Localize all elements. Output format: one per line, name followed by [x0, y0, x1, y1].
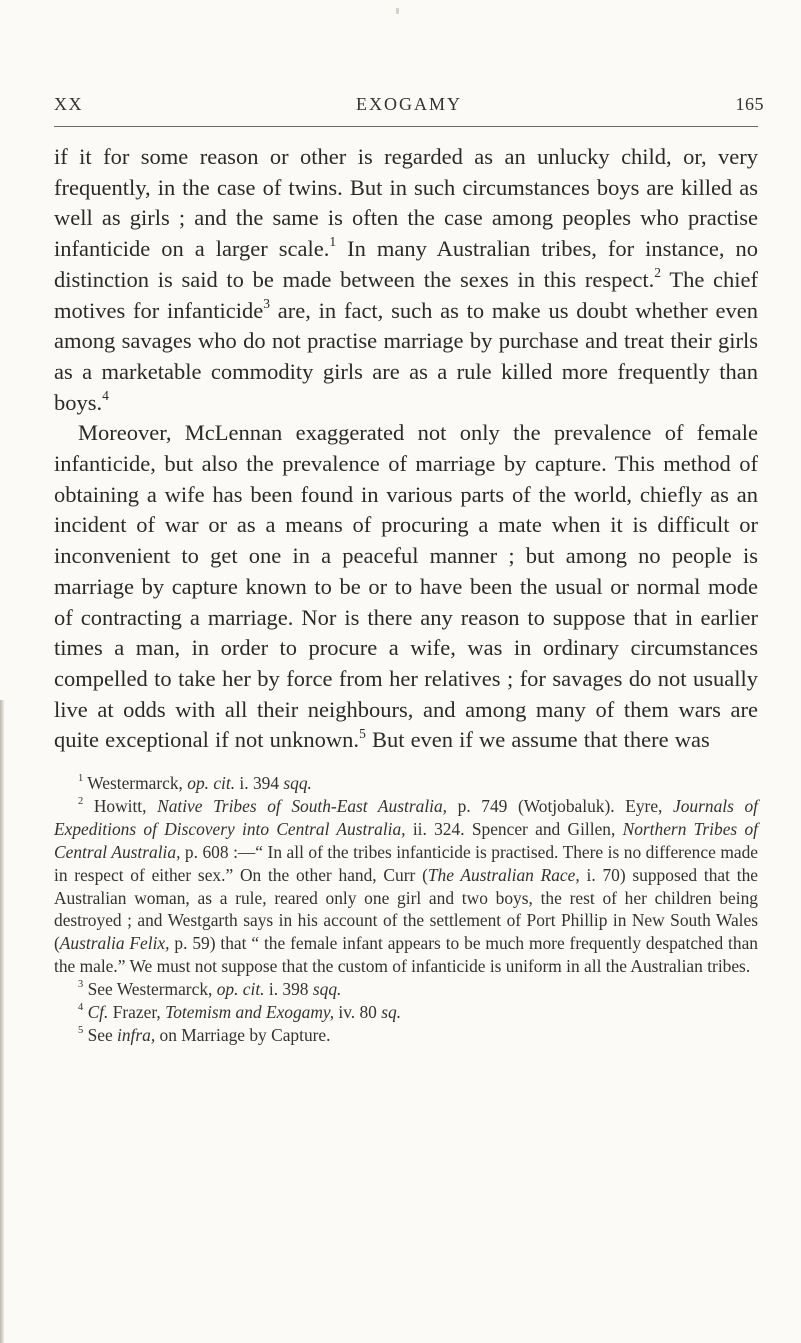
page-edge-shadow [0, 700, 4, 1343]
text-run: ii. 324. Spencer and Gillen, [405, 818, 623, 839]
footnote-ref: 5 [78, 1025, 84, 1037]
italic-text: op. cit. [187, 773, 236, 793]
text-run: See [83, 1024, 118, 1045]
italic-text: infra, [117, 1024, 156, 1045]
text-run: p. 608 :—“ In all of the tribes infanticide is practised. There is no difference made in respect of either sex.” On the other hand, Curr ( [54, 841, 758, 885]
running-header [54, 94, 764, 118]
text-run: Frazer, [108, 1002, 166, 1023]
footnote-ref: 5 [359, 725, 366, 741]
text-run: p. 59) that “ the female infant appears to be much more frequently despatched than the male.” We must not suppose that the custom of infanticide is uniform in all the Australian tribes. [54, 933, 758, 977]
text-run: i. 398 [264, 979, 313, 1000]
italic-text: Totemism and Exogamy, [165, 1002, 335, 1023]
footnote-ref: 2 [78, 796, 84, 808]
footnote-ref: 3 [263, 295, 271, 311]
italic-text: Australia Felix, [59, 933, 170, 954]
text-run: Howitt, [83, 795, 158, 816]
text-run: if it for some reason or other is regarded as an unlucky child, or, very frequently, in the case of twins. But in such circumstances boys are killed as well as girls ; and the same is often the case among peoples who practise infanticide on a larger scale. [54, 144, 758, 262]
footnote-ref: 4 [102, 387, 109, 403]
footnote-ref: 3 [78, 979, 84, 991]
paragraph [54, 142, 758, 418]
italic-text: Cf. [87, 1002, 109, 1023]
italic-text: op. cit. [216, 979, 265, 1000]
footnote-ref: 1 [329, 234, 337, 250]
text-run: In many Australian tribes, for instance, no distinction is said to be made between the sexes in this respect. [54, 236, 758, 292]
italic-text: Native Tribes of South-East Australia, [157, 795, 448, 816]
paragraph [54, 418, 758, 756]
footnote-1 [54, 772, 758, 795]
footnote-4 [54, 1001, 758, 1024]
text-run: iv. 80 [334, 1002, 382, 1023]
footnote-3 [54, 978, 758, 1001]
text-run: Westermarck, [83, 773, 188, 793]
text-run: i. 70) supposed that the Australian woman, as a rule, reared only one girl and two boys, the rest of her children being destroyed ; and Westgarth says in his account of the settlement of Port Phillip in New South Wales ( [54, 864, 758, 954]
footnote-ref: 4 [78, 1002, 84, 1014]
footnote-ref: 2 [654, 264, 661, 280]
italic-text: Journals of Expeditions of Discovery into Central Australia, [54, 795, 758, 839]
header-rule [54, 126, 758, 127]
text-run: The chief motives for infanticide [54, 266, 758, 323]
running-title: EXOGAMY [356, 94, 462, 114]
text-run: i. 394 [235, 773, 284, 793]
text-run: are, in fact, such as to make us doubt whether even among savages who do not practise marriage by purchase and treat their girls as a marketable commodity girls are as a rule killed more frequently than boys. [54, 297, 758, 415]
italic-text: The Australian Race, [427, 864, 580, 885]
page-number: 165 [735, 94, 764, 114]
text-run: p. 749 (Wotjobaluk). Eyre, [447, 795, 673, 816]
italic-text: sq. [381, 1002, 402, 1023]
italic-text: Northern Tribes of Central Australia, [54, 818, 758, 862]
text-run: on Marriage by Capture. [155, 1024, 331, 1045]
footnote-2 [54, 795, 758, 978]
italic-text: sqq. [283, 773, 312, 793]
text-run: But even if we assume that there was [365, 727, 710, 753]
chapter-number: XX [54, 94, 83, 114]
text-run: See Westermarck, [83, 979, 217, 1000]
italic-text: sqq. [312, 979, 342, 1000]
footnotes [54, 772, 758, 1047]
footnote-5 [54, 1024, 758, 1047]
footnote-ref: 1 [78, 773, 84, 785]
main-text [54, 142, 758, 756]
text-run: Moreover, McLennan exaggerated not only the prevalence of female infanticide, but also the prevalence of marriage by capture. This method of obtaining a wife has been found in various parts of the world, chiefly as an incident of war or as a means of procuring a mate when it is difficult or inconvenient to get one in a peaceful manner ; but among no people is marriage by capture known to be or to have been the usual or normal mode of contracting a marriage. Nor is there any reason to suppose that in earlier times a man, in order to procure a wife, was in ordinary circumstances compelled to take her by force from her relatives ; for savages do not usually live at odds with all their neighbours, and among many of them wars are quite exceptional if not unknown. [54, 420, 758, 753]
print-mark [396, 8, 399, 14]
